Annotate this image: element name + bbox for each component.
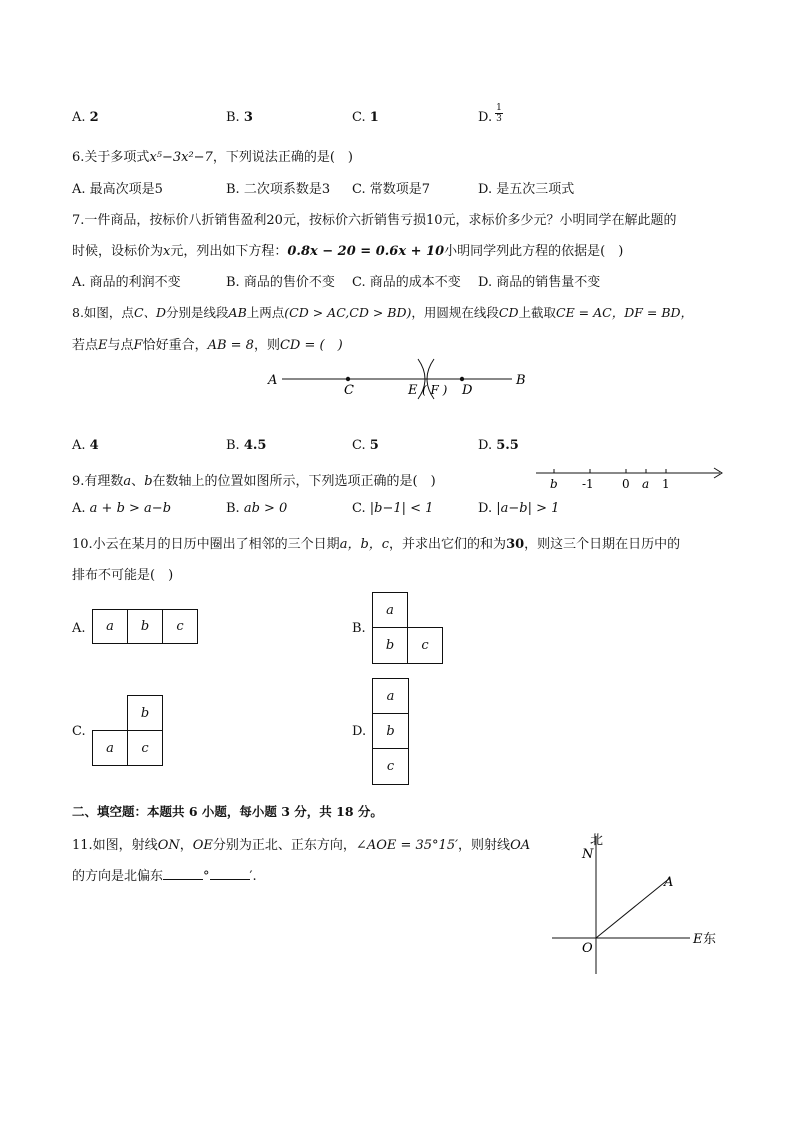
label-b: B (516, 373, 526, 388)
q11-stem-line2: 的方向是北偏东 ° ′. (72, 869, 257, 884)
grid-cell: b (372, 713, 409, 749)
grid-cell: b (127, 609, 163, 644)
q6-option-b: B. 二次项系数是3 (226, 182, 331, 197)
grid-cell: a (92, 609, 128, 644)
grid-cell: a (92, 730, 128, 766)
q8-option-b: B. 4.5 (226, 438, 267, 453)
q11-stem-line1: 11.如图，射线ON，OE分别为正北、正东方向，∠AOE = 35°15′，则射线OA (72, 838, 531, 853)
q8-option-c: C. 5 (352, 438, 379, 453)
q6-option-a: A. 最高次项是5 (72, 182, 163, 197)
q10-option-a-label: A. (72, 621, 86, 636)
q8-segment-figure (260, 356, 540, 402)
q7-option-c: C. 商品的成本不变 (352, 275, 461, 290)
q5-option-b: B. 3 (226, 110, 253, 125)
q7-equation: 0.8x − 20 = 0.6x + 10 (287, 244, 445, 259)
label-f: ( F ) (422, 383, 448, 397)
q8-option-d: D. 5.5 (478, 438, 519, 453)
label-c: C (344, 383, 354, 398)
label-north: 北 (590, 833, 604, 848)
ray-oa (596, 878, 670, 938)
q5-option-d-fraction: 1 3 (496, 103, 502, 124)
q10-option-b-label: B. (352, 621, 366, 636)
section-heading-fill-in: 二、填空题：本题共 6 小题，每小题 3 分，共 18 分。 (72, 804, 383, 819)
grid-cell: a (372, 678, 409, 714)
answer-blank-minutes[interactable] (210, 868, 250, 880)
label-e: E (693, 932, 703, 947)
grid-cell: c (162, 609, 198, 644)
q9-number-line (532, 462, 728, 492)
point-d-dot (460, 377, 464, 381)
q6-option-c: C. 常数项是7 (352, 182, 431, 197)
q9-option-b: B. ab > 0 (226, 501, 288, 516)
tick-label-a: a (642, 477, 650, 491)
label-n: N (582, 847, 594, 862)
q7-option-b: B. 商品的售价不变 (226, 275, 335, 290)
q7-stem-line2: 时候，设标价为x元，列出如下方程：0.8x − 20 = 0.6x + 10小明同学列此方程的依据是( ) (72, 244, 624, 259)
tick-label-b: b (550, 477, 558, 491)
grid-cell: c (127, 730, 163, 766)
q8-option-a: A. 4 (72, 438, 99, 453)
q6-stem: 6.关于多项式x⁵−3x²−7，下列说法正确的是( ) (72, 150, 353, 165)
answer-blank-degrees[interactable] (163, 868, 203, 880)
tick-label-0: 0 (622, 477, 630, 491)
q8-stem-line1: 8.如图，点C、D分别是线段AB上两点(CD > AC,CD > BD)，用圆规在线段CD上截取CE = AC，DF = BD， (72, 305, 694, 320)
label-a: A (268, 373, 278, 388)
grid-cell: b (372, 627, 408, 664)
grid-cell: b (127, 695, 163, 731)
label-d: D (462, 383, 473, 398)
q8-stem-line2: 若点E与点F恰好重合，AB = 8，则CD = ( ) (72, 338, 343, 353)
q7-stem-line1: 7.一件商品，按标价八折销售盈利20元，按标价六折销售亏损10元，求标价多少元？小明同学在解此题的 (72, 213, 677, 228)
q5-option-a: A. 2 (72, 110, 99, 125)
label-east: 东 (703, 932, 717, 947)
q9-option-c: C. |b−1| < 1 (352, 501, 434, 516)
q5-option-d: D. (478, 110, 493, 125)
q9-option-a: A. a + b > a−b (72, 501, 172, 516)
tick-label-1: 1 (662, 477, 670, 491)
q11-direction-figure (548, 828, 728, 978)
label-a: A (664, 875, 674, 890)
q7-option-a: A. 商品的利润不变 (72, 275, 181, 290)
grid-cell: c (372, 748, 409, 785)
q7-option-d: D. 商品的销售量不变 (478, 275, 601, 290)
q5-option-c: C. 1 (352, 110, 379, 125)
grid-cell: a (372, 592, 408, 628)
q10-stem-line2: 排布不可能是( ) (72, 568, 174, 583)
label-o: O (582, 941, 593, 956)
q6-option-d: D. 是五次三项式 (478, 182, 575, 197)
q10-option-c-label: C. (72, 724, 86, 739)
q10-stem-line1: 10.小云在某月的日历中圈出了相邻的三个日期a，b，c，并求出它们的和为30，则这三个日期在日历中的 (72, 537, 681, 552)
q10-option-d-label: D. (352, 724, 367, 739)
grid-cell: c (407, 627, 443, 664)
q9-option-d: D. |a−b| > 1 (478, 501, 560, 516)
point-c-dot (346, 377, 350, 381)
label-e: E (408, 383, 418, 398)
q9-stem: 9.有理数a、b在数轴上的位置如图所示，下列选项正确的是( ) (72, 474, 436, 489)
tick-label-neg1: -1 (582, 477, 594, 491)
